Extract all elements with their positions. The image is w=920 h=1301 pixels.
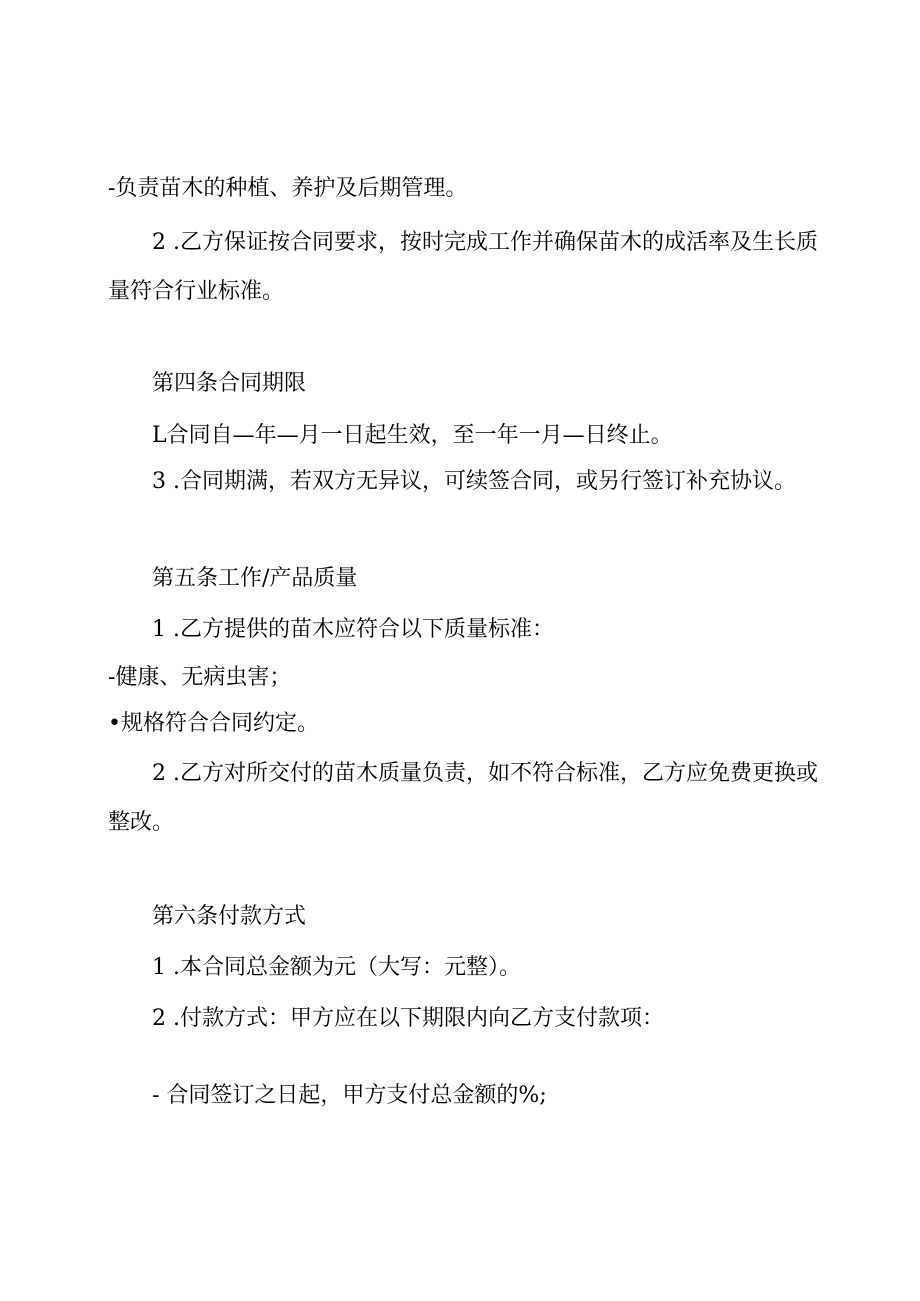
clause-line: 1 .乙方提供的苗木应符合以下质量标准： <box>152 617 554 642</box>
clause-line: 2 .付款方式：甲方应在以下期限内向乙方支付款项： <box>152 1006 664 1031</box>
clause-line: -健康、无病虫害； <box>108 665 292 690</box>
clause-line: 整改。 <box>108 810 175 835</box>
clause-line: -负责苗木的种植、养护及后期管理。 <box>108 176 468 201</box>
clause-line: L合同自—年—月一日起生效，至一年一月—日终止。 <box>152 423 673 448</box>
clause-line: 3 .合同期满，若双方无异议，可续签合同，或另行签订补充协议。 <box>152 469 796 494</box>
clause-line: •规格符合合同约定。 <box>108 711 319 736</box>
section-heading: 第五条工作/产品质量 <box>152 566 358 591</box>
clause-line: 2 .乙方保证按合同要求，按时完成工作并确保苗木的成活率及生长质 <box>152 230 818 255</box>
clause-line: 1 .本合同总金额为元（大写：元整）。 <box>152 955 521 980</box>
section-heading: 第六条付款方式 <box>152 904 307 929</box>
section-heading: 第四条合同期限 <box>152 371 307 396</box>
clause-line: 量符合行业标准。 <box>108 279 285 304</box>
clause-line: 2 .乙方对所交付的苗木质量负责，如不符合标准，乙方应免费更换或 <box>152 761 818 786</box>
clause-line: - 合同签订之日起，甲方支付总金额的%; <box>152 1083 547 1108</box>
